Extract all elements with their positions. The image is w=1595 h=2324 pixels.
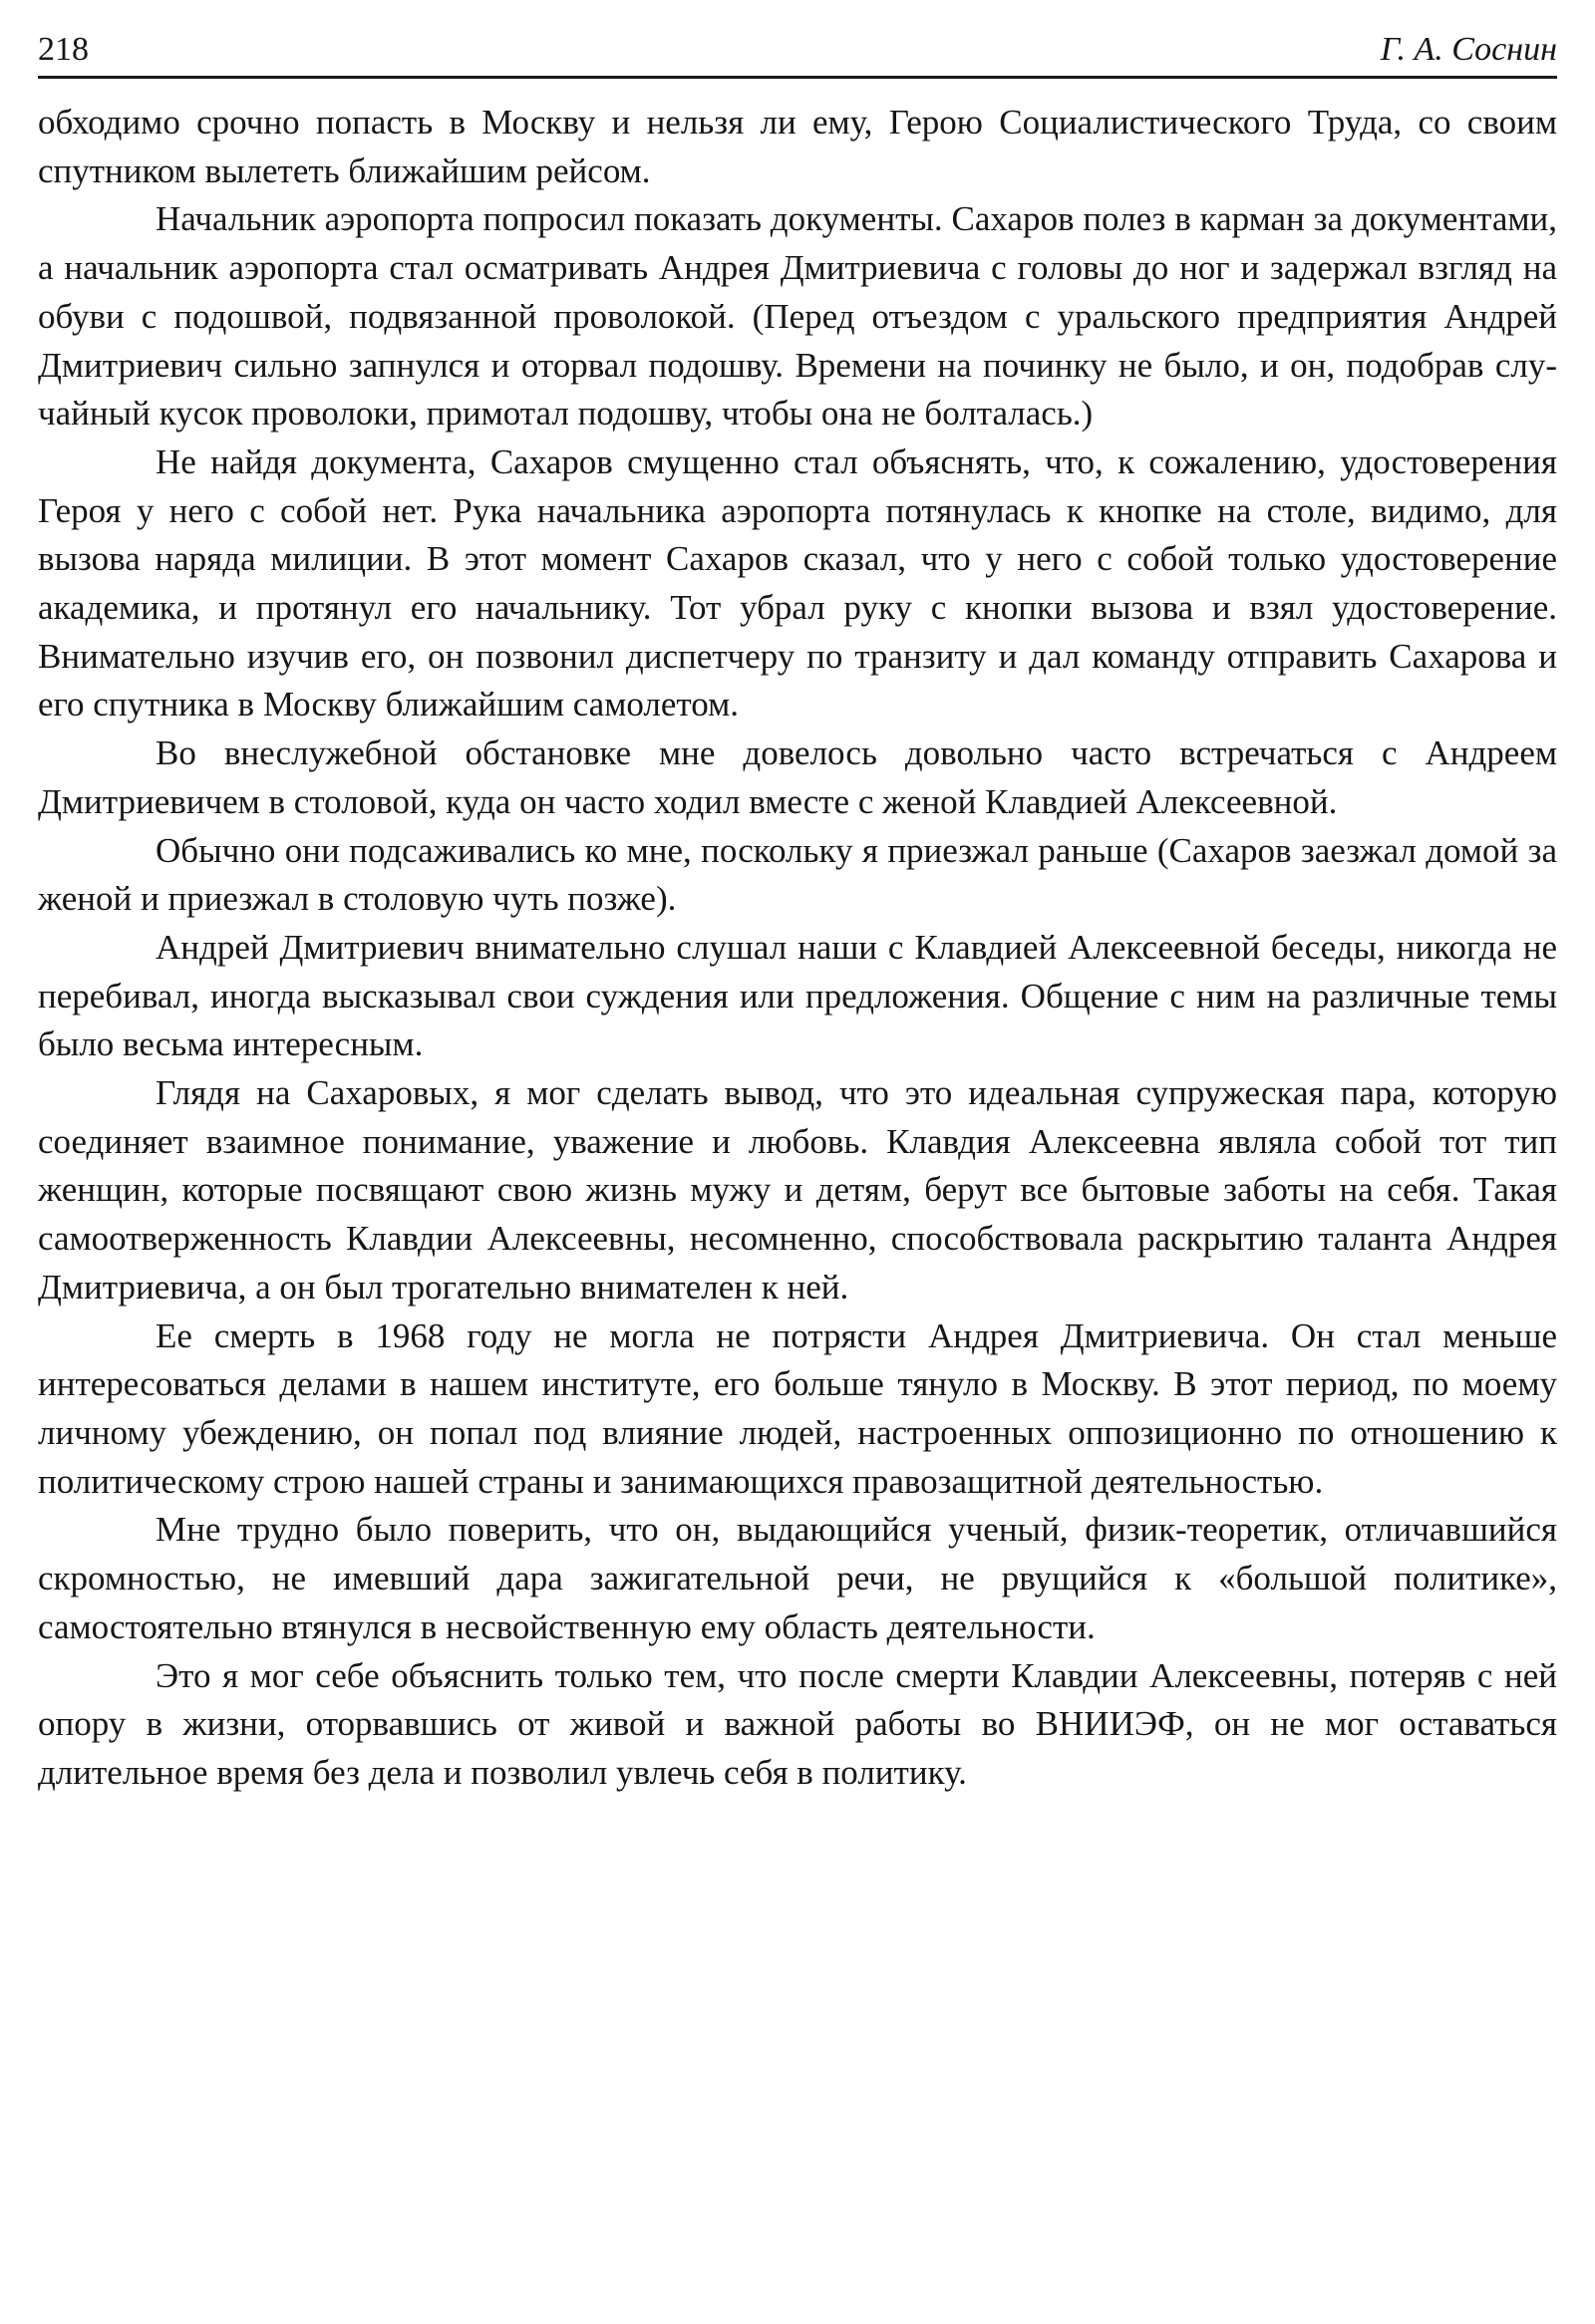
running-head-author: Г. А. Соснин xyxy=(1380,31,1557,68)
paragraph: Во внеслужебной обстановке мне довелось довольно часто встречаться с Андреем Дмитриевичем в столовой, куда он часто ходил вместе с женой Клавдией Алексеевной. xyxy=(38,733,1557,821)
paragraph-continued: обходимо срочно попасть в Москву и нельзя ли ему, Герою Социалистического Труда, со своим спутником вылететь ближайшим рейсом. xyxy=(38,103,1557,190)
paragraph: Начальник аэропорта попросил показать документы. Сахаров полез в карман за документами, а начальник аэропорта стал осматривать Андрея Дмитриевича с головы до ног и задержал взгляд на обуви с подошвой, подвязанной проволокой. (Перед отъездом с уральского предприятия Андрей Дмитриевич сильно запнулся и оторвал подошву. Времени на починку не было, и он, подобрав случайный кусок проволоки, примотал подошву, чтобы она не болталась.) xyxy=(38,199,1557,434)
paragraph: Андрей Дмитриевич внимательно слушал наши с Клавдией Алексеевной беседы, никогда не перебивал, иногда высказывал свои суждения или предложения. Общение с ним на различные темы было весьма интересным. xyxy=(38,927,1557,1064)
paragraph: Обычно они подсаживались ко мне, поскольку я приезжал раньше (Сахаров заезжал домой за женой и приезжал в столовую чуть позже). xyxy=(38,830,1557,919)
paragraph: Это я мог себе объяснить только тем, что после смерти Клавдии Алексеевны, потеряв с ней опору в жизни, оторвавшись от живой и важной работы во ВНИИЭФ, он не мог оставаться длительное время без дела и позволил увлечь себя в политику. xyxy=(38,1655,1557,1792)
paragraph: Не найдя документа, Сахаров смущенно стал объяснять, что, к сожалению, удостоверения Героя у него с собой нет. Рука начальника аэропорта потянулась к кнопке на столе, видимо, для вызова наряда милиции. В этот момент Сахаров сказал, что у него с собой только удостоверение академика, и протянул его начальнику. Тот убрал руку с кнопки вызова и взял удостоверение. Внимательно изучив его, он позвонил диспетчеру по транзиту и дал команду отправить Сахарова и его спутника в Москву ближайшим самолетом. xyxy=(38,441,1557,725)
paragraph: Глядя на Сахаровых, я мог сделать вывод, что это идеальная супружеская пара, которую соединяет взаимное понимание, уважение и любовь. Клавдия Алексеевна являла собой тот тип женщин, которые посвящают свою жизнь мужу и детям, берут все бытовые заботы на себя. Такая самоотверженность Клавдии Алексеевны, несомненно, способствовала раскрытию таланта Андрея Дмитриевича, а он был трогательно внимателен к ней. xyxy=(38,1073,1557,1307)
book-page xyxy=(38,28,1557,1798)
page-header xyxy=(38,28,1557,79)
body-text xyxy=(38,99,1557,1798)
paragraph: Ее смерть в 1968 году не могла не потрясти Андрея Дмитриевича. Он стал меньше интересоваться делами в нашем институте, его больше тянуло в Москву. В этот период, по моему личному убеждению, он попал под влияние людей, настроенных оппозиционно по отношению к политическому строю нашей страны и занимающихся правозащитной деятельностью. xyxy=(38,1315,1557,1501)
page-number: 218 xyxy=(38,31,89,68)
paragraph: Мне трудно было поверить, что он, выдающийся ученый, физик-теоретик, отличавшийся скромностью, не имевший дара зажигательной речи, не рвущийся к «большой политике», самостоятельно втянулся в несвойственную ему область деятельности. xyxy=(38,1510,1557,1646)
